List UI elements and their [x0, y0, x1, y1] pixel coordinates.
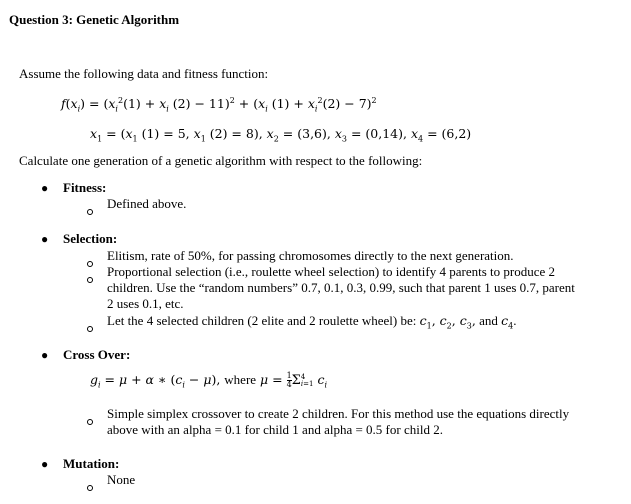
- task-text: Calculate one generation of a genetic algorithm with respect to the following:: [19, 153, 423, 168]
- crossover-heading: Cross Over:: [63, 347, 131, 362]
- mutation-heading: Mutation:: [63, 456, 120, 471]
- selection-item-roulette-l1: Proportional selection (i.e., roulette wheel selection) to identify 4 parents to produce 2: [107, 264, 556, 279]
- bullet-icon: ●: [41, 232, 49, 246]
- circle-bullet-icon: [87, 478, 93, 496]
- fitness-heading: Fitness:: [63, 180, 107, 195]
- crossover-item-l1: Simple simplex crossover to create 2 children. For this method use the equations directly: [107, 406, 570, 421]
- selection-item-children: Let the 4 selected children (2 elite and 2 roulette wheel) be: $c_1$, $c_2$, $c_3$, and $c_4$.: [107, 313, 517, 331]
- intro-text: Assume the following data and fitness function:: [19, 66, 269, 81]
- bullet-icon: ●: [41, 348, 49, 362]
- circle-bullet-icon: [87, 202, 93, 220]
- selection-heading: Selection:: [63, 231, 118, 246]
- circle-bullet-icon: [87, 412, 93, 430]
- crossover-item-l2: above with an alpha = 0.1 for child 1 and alpha = 0.5 for child 2.: [107, 422, 443, 437]
- selection-item-roulette-l2: children. Use the “random numbers” 0.7, 0.1, 0.3, 0.99, such that parent 1 uses 0.7, parent: [107, 280, 575, 295]
- fitness-function-equation: $f(x_i) = (x_i^2(1) + x_i$ $(2) - 11)^2 + (x_i$ $(1) + x_i^2(2) - 7)^2$: [61, 95, 377, 114]
- circle-bullet-icon: [87, 270, 93, 288]
- data-values-equation: $x_1 = (x_1$ (1) = 5, $x_1$ (2) = 8), $x_2 = (3,6)$, $x_3 = (0,14)$, $x_4 = (6,2)$: [90, 126, 472, 144]
- page-title: Question 3: Genetic Algorithm: [9, 12, 180, 27]
- selection-item-elitism: Elitism, rate of 50%, for passing chromosomes directly to the next generation.: [107, 248, 514, 263]
- crossover-equation: $g_i = \mu + \alpha$ ∗ $(c_i - \mu)$, where μ = $\frac{1}{4}$ Σ 4 i=1 $c_i$: [90, 371, 328, 390]
- mutation-item: None: [107, 472, 136, 487]
- circle-bullet-icon: [87, 319, 93, 337]
- selection-item-roulette-l3: 2 uses 0.1, etc.: [107, 296, 184, 311]
- bullet-icon: ●: [41, 181, 49, 195]
- bullet-icon: ●: [41, 457, 49, 471]
- fitness-item: Defined above.: [107, 196, 187, 211]
